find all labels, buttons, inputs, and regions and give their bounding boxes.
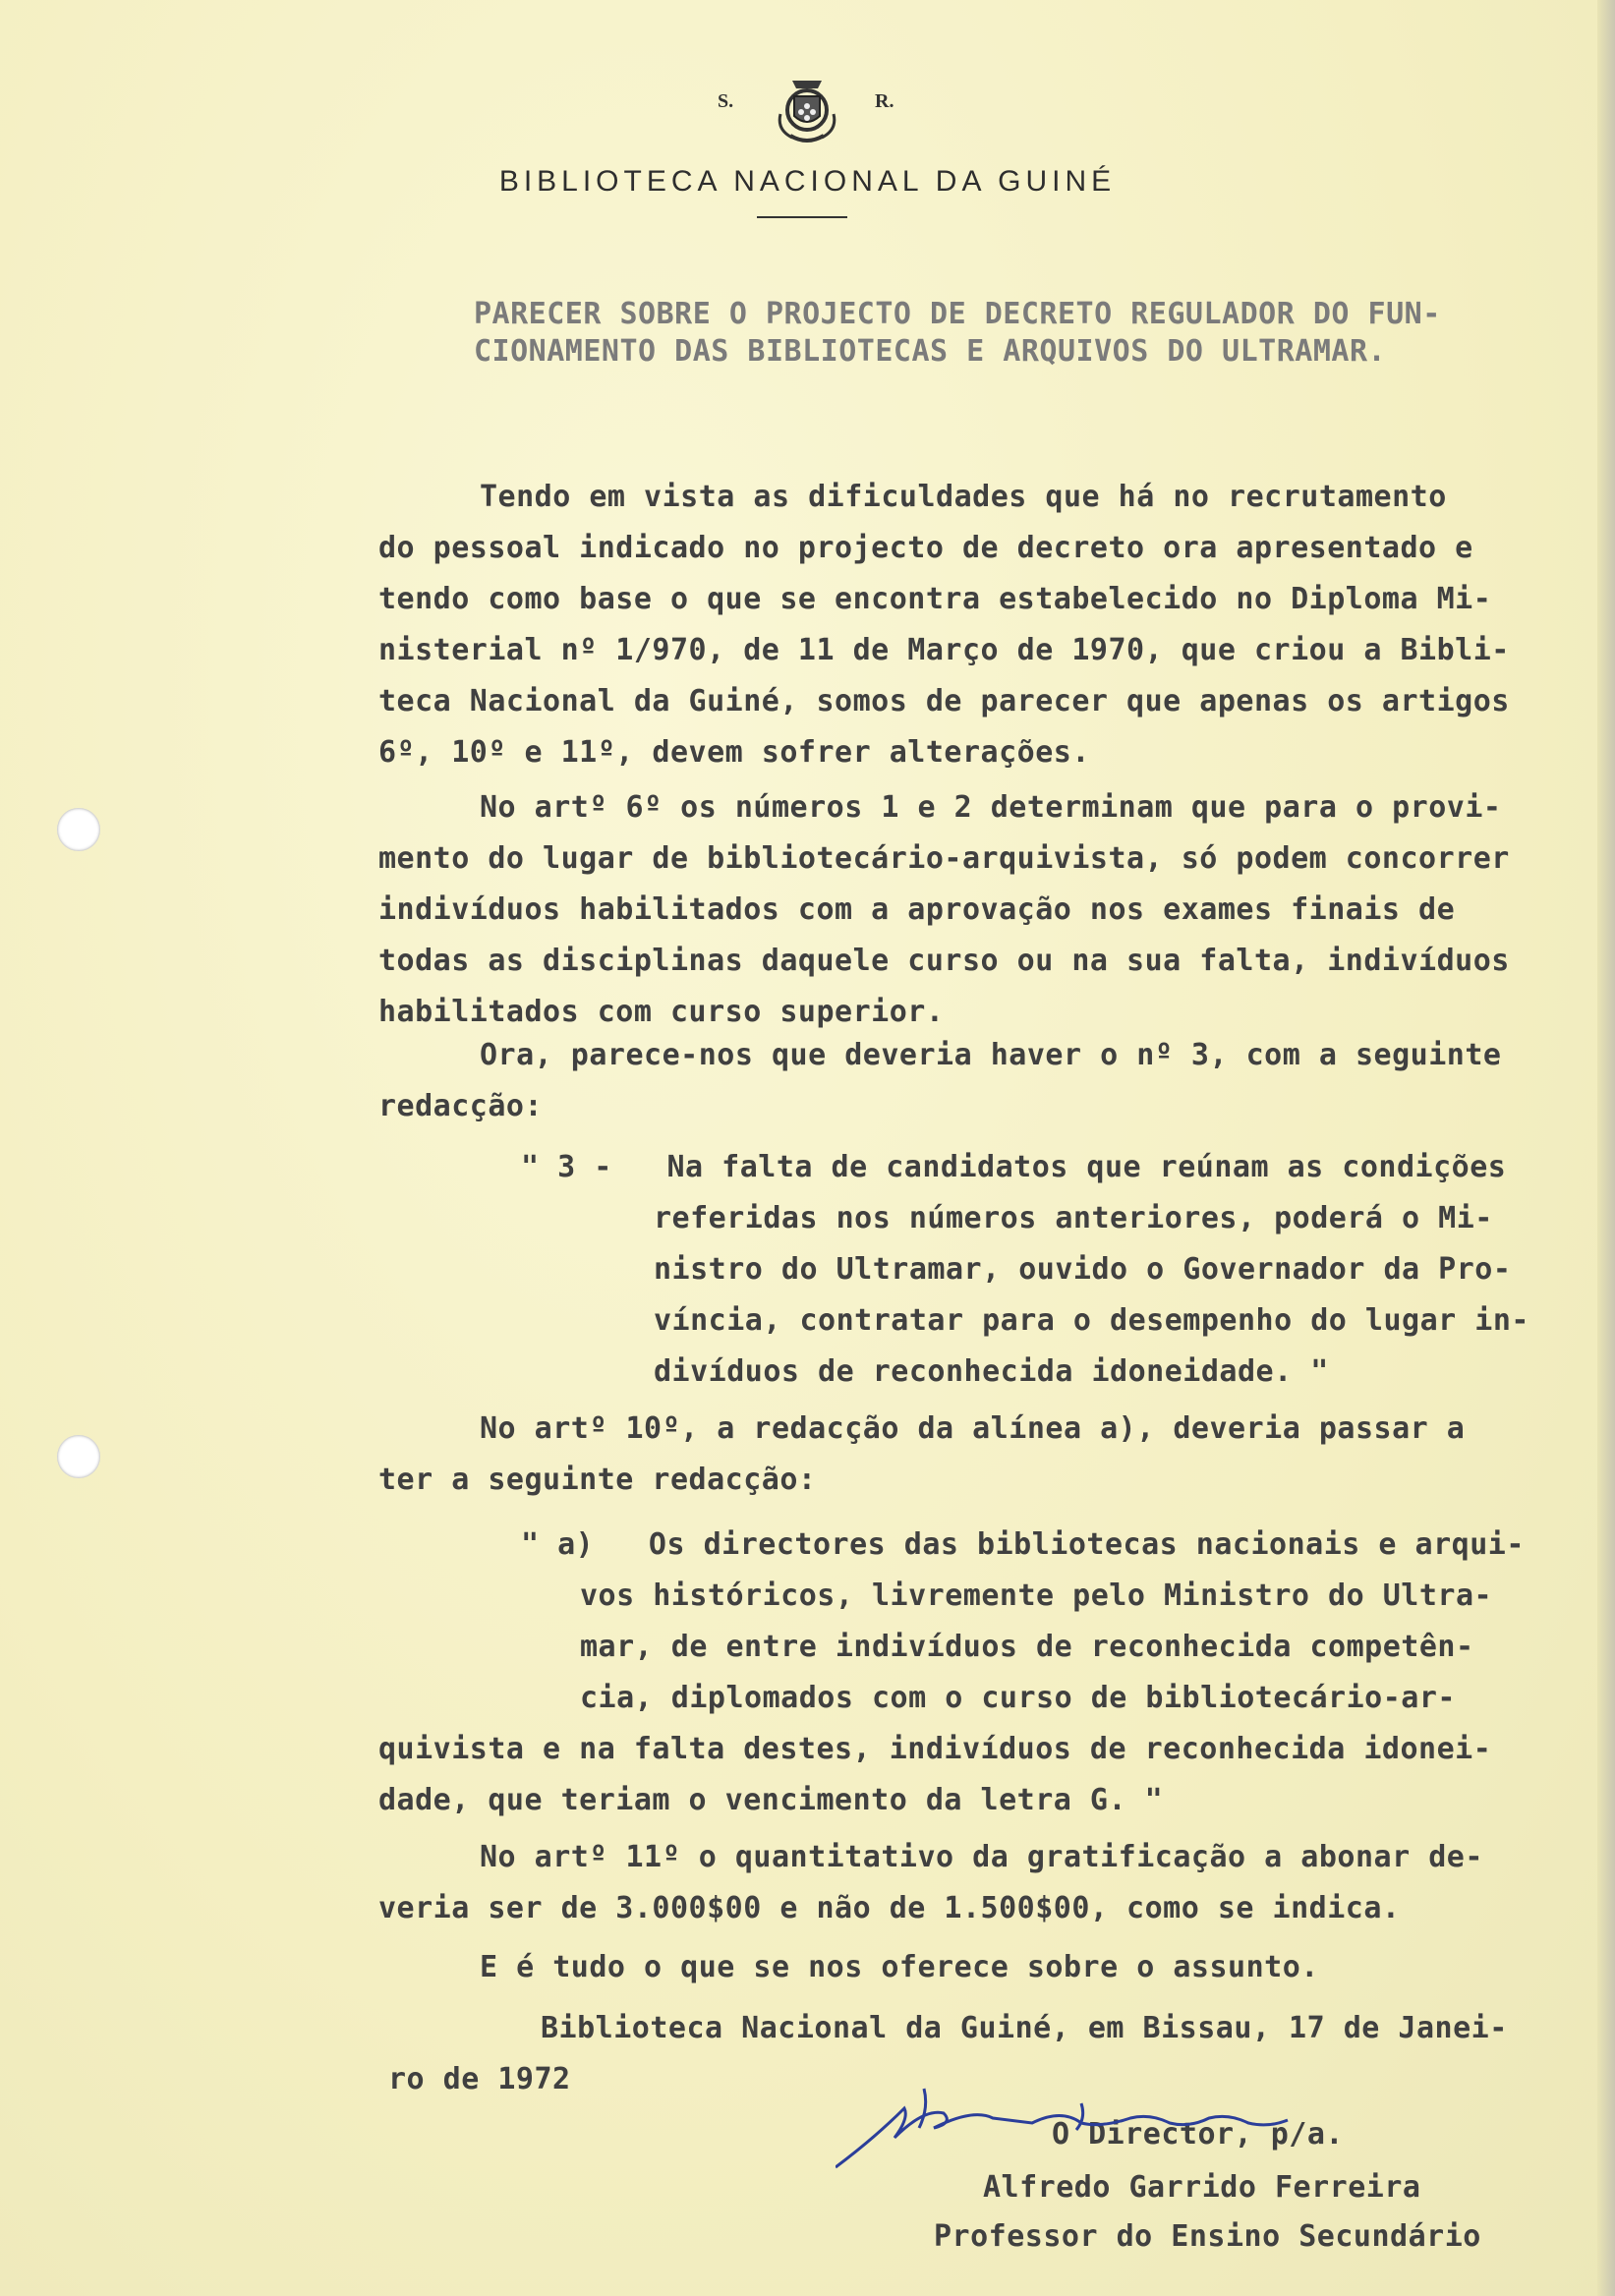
body-line: habilitados com curso superior.: [378, 995, 945, 1029]
quote-line: vos históricos, livremente pelo Ministro do Ultra-: [580, 1578, 1493, 1613]
body-line: No artº 6º os números 1 e 2 determinam que para o provi-: [480, 790, 1502, 825]
sr-right: R.: [875, 90, 894, 112]
signatory-name: Alfredo Garrido Ferreira: [983, 2170, 1421, 2205]
body-line: Tendo em vista as dificuldades que há no recrutamento: [480, 480, 1447, 514]
body-line: redacção:: [378, 1089, 544, 1123]
body-line: do pessoal indicado no projecto de decreto ora apresentado e: [378, 531, 1473, 565]
body-line: todas as disciplinas daquele curso ou na sua falta, indivíduos: [378, 944, 1510, 978]
body-line: Ora, parece-nos que deveria haver o nº 3, com a seguinte: [480, 1038, 1502, 1072]
punch-hole: [57, 1435, 100, 1478]
place-date-line: ro de 1972: [388, 2062, 571, 2096]
title-line: PARECER SOBRE O PROJECTO DE DECRETO REGULADOR DO FUN-: [474, 297, 1441, 331]
signatory-position: Professor do Ensino Secundário: [934, 2219, 1481, 2254]
body-line: indivíduos habilitados com a aprovação nos exames finais de: [378, 892, 1456, 927]
body-line: veria ser de 3.000$00 e não de 1.500$00, como se indica.: [378, 1891, 1401, 1925]
quote-line: quivista e na falta destes, indivíduos de reconhecida idonei-: [378, 1732, 1492, 1766]
institution-name: BIBLIOTECA NACIONAL DA GUINÉ: [498, 165, 1117, 198]
director-role: O Director, p/a.: [1052, 2117, 1344, 2152]
body-line: No artº 10º, a redacção da alínea a), deveria passar a: [480, 1411, 1466, 1446]
body-line: nisterial nº 1/970, de 11 de Março de 1970, que criou a Bibli-: [378, 633, 1510, 667]
quote-line: mar, de entre indivíduos de reconhecida competên-: [580, 1630, 1474, 1664]
quote-line: divíduos de reconhecida idoneidade. ": [654, 1354, 1329, 1389]
place-date-line: Biblioteca Nacional da Guiné, em Bissau, 17 de Janei-: [541, 2011, 1508, 2045]
body-line: E é tudo o que se nos oferece sobre o assunto.: [480, 1950, 1319, 1984]
quote-line: " 3 - Na falta de candidatos que reúnam as condições: [521, 1150, 1507, 1184]
body-line: 6º, 10º e 11º, devem sofrer alterações.: [378, 735, 1090, 770]
page-edge: [1597, 0, 1615, 2296]
body-line: tendo como base o que se encontra estabelecido no Diploma Mi-: [378, 582, 1492, 616]
sr-left: S.: [718, 90, 734, 112]
quote-line: dade, que teriam o vencimento da letra G. ": [378, 1783, 1164, 1817]
quote-line: " a) Os directores das bibliotecas nacionais e arqui-: [521, 1527, 1525, 1562]
body-line: ter a seguinte redacção:: [378, 1463, 817, 1497]
header-divider: [757, 216, 847, 218]
punch-hole: [57, 808, 100, 851]
handwritten-signature: [836, 2069, 1406, 2187]
body-line: mento do lugar de bibliotecário-arquivista, só podem concorrer: [378, 841, 1510, 876]
quote-line: referidas nos números anteriores, poderá o Mi-: [654, 1201, 1493, 1235]
quote-line: nistro do Ultramar, ouvido o Governador da Pro-: [654, 1252, 1512, 1287]
body-line: teca Nacional da Guiné, somos de parecer que apenas os artigos: [378, 684, 1510, 718]
body-line: No artº 11º o quantitativo da gratificação a abonar de-: [480, 1840, 1483, 1874]
coat-of-arms-icon: [773, 75, 841, 145]
quote-line: víncia, contratar para o desempenho do lugar in-: [654, 1303, 1529, 1338]
quote-line: cia, diplomados com o curso de bibliotecário-ar-: [580, 1681, 1456, 1715]
title-line: CIONAMENTO DAS BIBLIOTECAS E ARQUIVOS DO ULTRAMAR.: [474, 334, 1387, 369]
